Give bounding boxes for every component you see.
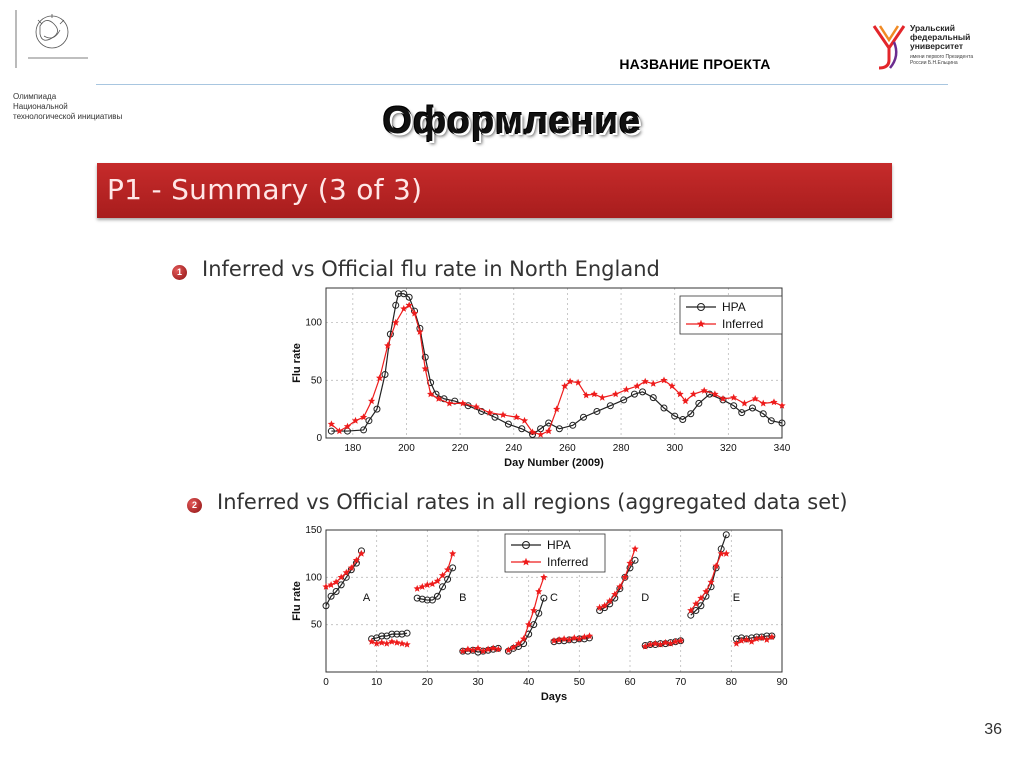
x-tick-label: 30 (472, 677, 484, 688)
x-axis-label: Day Number (2009) (504, 457, 604, 469)
chart-all-regions (270, 520, 810, 710)
data-point (770, 398, 777, 405)
data-point (328, 581, 335, 588)
section-title-2: Inferred vs Official rates in all regions (aggregated data set) (217, 490, 848, 514)
data-point (553, 405, 560, 412)
data-point (521, 417, 528, 424)
banner-title: P1 - Summary (3 of 3) (107, 173, 423, 206)
data-point (388, 638, 395, 645)
data-point (741, 400, 748, 407)
x-axis-label: Days (540, 691, 568, 703)
legend-label: Inferred (722, 317, 764, 331)
legend (505, 534, 605, 572)
x-tick-label: 180 (344, 443, 362, 454)
section-title-1: Inferred vs Official flu rate in North England (202, 257, 660, 281)
data-point (499, 411, 506, 418)
section-bullet-1: 1 (172, 265, 187, 280)
data-point (632, 545, 639, 552)
project-title: НАЗВАНИЕ ПРОЕКТА (619, 56, 771, 72)
olympiad-logo (12, 6, 92, 68)
region-label: B (459, 592, 467, 604)
data-point (591, 390, 598, 397)
data-point (730, 394, 737, 401)
x-tick-label: 20 (421, 677, 433, 688)
x-tick-label: 320 (720, 443, 737, 454)
x-tick-label: 40 (523, 677, 535, 688)
y-tick-label: 100 (305, 572, 322, 584)
header-divider (96, 84, 948, 85)
y-axis-label: Flu rate (291, 581, 303, 621)
olympiad-line-3: технологической инициативы (13, 112, 123, 121)
region-label: C (550, 592, 558, 604)
data-point (540, 574, 547, 581)
data-point (650, 380, 657, 387)
x-tick-label: 70 (675, 677, 687, 688)
y-tick-label: 50 (310, 375, 322, 387)
data-point (398, 640, 405, 647)
x-tick-label: 260 (559, 443, 576, 454)
university-line-3: университет (910, 41, 964, 51)
section-bullet-2: 2 (187, 498, 202, 513)
page-number: 36 (984, 721, 1002, 738)
x-tick-label: 0 (323, 677, 329, 688)
x-tick-label: 10 (371, 677, 383, 688)
university-name (910, 24, 970, 51)
slide-heading: Оформление (382, 100, 642, 142)
data-point (623, 386, 630, 393)
x-tick-label: 300 (666, 443, 684, 454)
data-point (429, 580, 436, 587)
y-tick-label: 150 (305, 525, 322, 536)
olympiad-line-2: Национальной (13, 102, 68, 111)
data-point (634, 382, 641, 389)
x-tick-label: 340 (773, 443, 791, 454)
data-point (449, 550, 456, 557)
chart-north-england (270, 280, 810, 480)
legend-label: HPA (547, 538, 571, 552)
data-point (404, 641, 411, 648)
legend (680, 296, 782, 334)
y-axis-label: Flu rate (291, 343, 303, 383)
x-tick-label: 50 (573, 677, 585, 688)
y-tick-label: 0 (316, 433, 322, 444)
x-tick-label: 280 (612, 443, 630, 454)
x-tick-label: 60 (624, 677, 636, 688)
data-point (760, 400, 767, 407)
university-line-1: Уральский (910, 23, 955, 33)
y-tick-label: 100 (305, 317, 322, 329)
x-tick-label: 240 (505, 443, 523, 454)
x-tick-label: 90 (776, 677, 788, 688)
data-point (583, 392, 590, 399)
data-point (368, 397, 375, 404)
data-point (575, 379, 582, 386)
olympiad-line-1: Олимпиада (13, 92, 57, 101)
x-tick-label: 200 (398, 443, 415, 454)
data-point (599, 394, 606, 401)
data-point (612, 390, 619, 397)
university-subtitle: имени первого Президента России Б.Н.Ельцина (910, 54, 974, 66)
region-label: D (641, 592, 650, 604)
summary-banner (97, 163, 892, 218)
data-point (545, 427, 552, 434)
legend-label: HPA (722, 300, 746, 314)
data-point (400, 305, 407, 312)
x-tick-label: 220 (451, 443, 469, 454)
region-label: E (732, 592, 741, 604)
urfu-emblem-icon (872, 22, 906, 70)
x-tick-label: 80 (725, 677, 737, 688)
y-tick-label: 50 (310, 619, 322, 631)
region-label: A (362, 592, 371, 604)
data-point (450, 565, 456, 571)
university-line-2: федеральный (910, 32, 971, 42)
data-point (537, 431, 544, 438)
data-point (393, 639, 400, 646)
urfu-logo (872, 22, 992, 72)
legend-label: Inferred (547, 555, 589, 569)
